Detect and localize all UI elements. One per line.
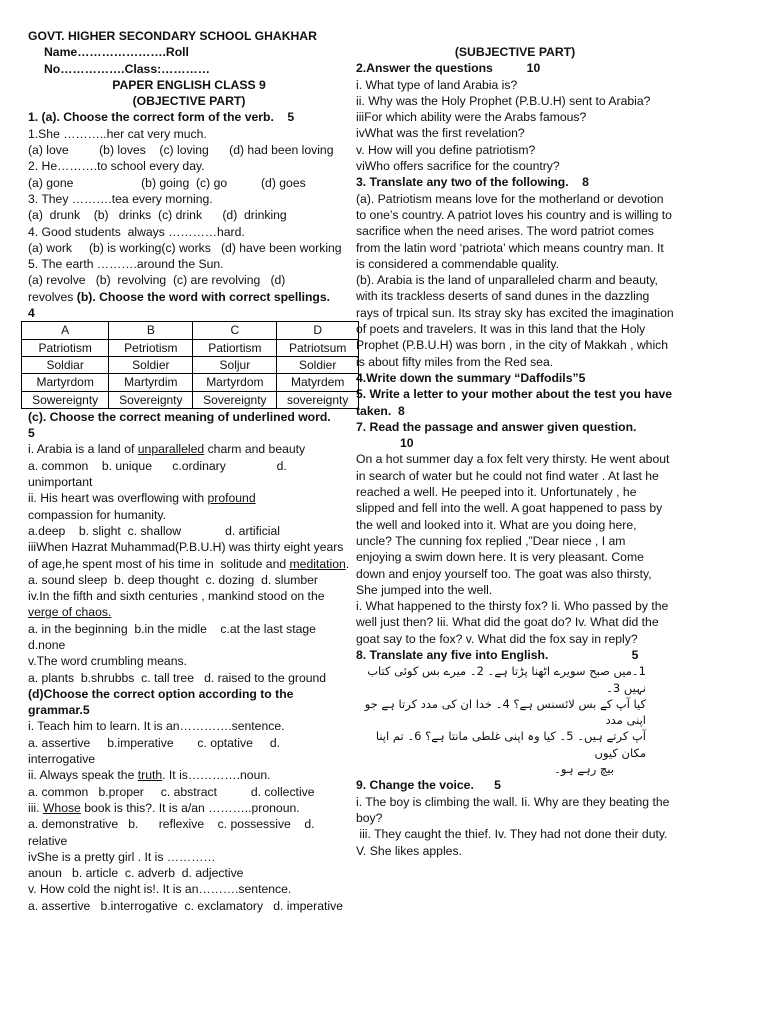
table-header: D (277, 322, 359, 339)
urdu-line: 1۔میں صبح سویرے اٹھنا پڑتا ہے۔ 2۔ میرے بس کوئی کتاب نہیں 3۔ (363, 664, 646, 695)
q1d-item-i: i. Teach him to learn. It is an………….sentence. (28, 719, 285, 734)
q1c-options-iv: a. in the beginning b.in the midle c.at the last stage d.none (28, 621, 320, 652)
q2-list (356, 77, 674, 175)
table-cell: sovereignty (277, 391, 359, 408)
q8-urdu-sentences (356, 663, 674, 777)
table-cell: Patriotsum (277, 339, 359, 356)
table-header: A (22, 322, 109, 339)
table-header: C (193, 322, 277, 339)
list-item: (a) gone (b) going (c) go (d) goes (28, 175, 306, 190)
table-header-row (22, 322, 359, 339)
table-cell: Matyrdem (277, 374, 359, 391)
q1b-title-line (28, 289, 350, 305)
q9-title: 9. Change the voice. 5 (356, 778, 501, 793)
question-text: book is this?. It is a/an ………..pronoun. (80, 800, 300, 815)
spelling-table (21, 321, 359, 408)
list-item: 1.She ………..her cat very much. (28, 126, 207, 141)
table-row (22, 356, 359, 373)
q3b-passage: (b). Arabia is the land of unparalleled charm and beauty, with its trackless deserts of sand dunes in the dazzling rays of trpical sun. Its stray sky has excited the imagination of poets and travelers. It was in this land that the Holy Prophet (P.B.U.H) was born , in the city of Makkah , which is about fifty miles from the Red sea. (356, 273, 678, 369)
q5-title: 5. Write a letter to your mother about the test you have taken. 8 (356, 387, 676, 418)
question-text: charm and beauty (204, 442, 306, 457)
table-header: B (109, 322, 193, 339)
list-item: ivWhat was the first revelation? (356, 126, 525, 141)
list-item: i. The boy is climbing the wall. Ii. Why are they beating the boy? (356, 794, 673, 825)
q4-title: 4.Write down the summary “Daffodils”5 (356, 370, 586, 385)
q1c-item-i (28, 441, 350, 457)
table-cell: Martyrdim (109, 374, 193, 391)
list-item: viWho offers sacrifice for the country? (356, 159, 560, 174)
underlined-word: verge of chaos. (28, 605, 112, 620)
q1c-title: (c). Choose the correct meaning of underlined word. (28, 409, 331, 424)
q1a-list (28, 126, 350, 289)
list-item: i. What type of land Arabia is? (356, 77, 518, 92)
urdu-line: کیا آپ کے بس لائسنس ہے؟ 4۔ خدا ان کی مدد کرتا ہے جو اپنی مدد (361, 696, 646, 728)
table-cell: Martyrdom (22, 374, 109, 391)
q8-title: 8. Translate any five into English. (356, 647, 549, 662)
underlined-word: truth (137, 768, 163, 783)
question-text: iv.In the fifth and sixth centuries , mankind stood on the (28, 589, 328, 604)
q1d-options-v: a. assertive b.interrogative c. exclamatory d. imperative (28, 898, 343, 913)
q1c-options-ii: a.deep b. slight c. shallow d. artificial (28, 523, 280, 538)
q1c-options-iii: a. sound sleep b. deep thought c. dozing d. slumber (28, 572, 318, 587)
q1d-options-i: a. assertive b.imperative c. optative d. interrogative (28, 735, 284, 767)
question-text: . It is………….noun. (162, 768, 271, 783)
q1c-options-i: a. common b. unique c.ordinary d. unimportant (28, 458, 291, 490)
q1d-item-ii (28, 767, 350, 783)
list-item: 2. He……….to school every day. (28, 159, 205, 174)
q1d-title: (d)Choose the correct option according to the grammar.5 (28, 686, 297, 718)
underlined-word: unparalleled (137, 442, 205, 457)
q2-title: 2.Answer the questions 10 (356, 61, 541, 76)
question-text: iii. (28, 800, 43, 815)
q7-questions: i. What happened to the thirsty fox? Ii. Who passed by the well just then? Iii. What did the goat do? Iv. What did the goat say to the fox? v. What did the fox say in reply? (356, 599, 672, 646)
q1d-item-iv: ivShe is a pretty girl . It is ………… (28, 849, 216, 864)
question-text: compassion for humanity. (28, 507, 166, 522)
question-text: i. Arabia is a land of (28, 442, 138, 457)
q1d-item-iii (28, 800, 350, 816)
q1b-marks: 4 (28, 306, 35, 321)
table-row (22, 391, 359, 408)
table-cell: Sovereignty (193, 391, 277, 408)
table-cell: Soldiar (22, 356, 109, 373)
list-item: iii. They caught the thief. Iv. They had not done their duty. (356, 827, 668, 842)
q1b-title: (b). Choose the word with correct spellings. (76, 289, 331, 304)
list-item: (a) drunk (b) drinks (c) drink (d) drinking (28, 208, 287, 223)
table-cell: Patriotism (22, 339, 109, 356)
q7-marks: 10 (400, 436, 414, 451)
subjective-heading: (SUBJECTIVE PART) (454, 45, 576, 59)
underlined-word: Whose (42, 800, 81, 815)
student-info-line: Name………………….Roll No…………….Class:………… (44, 45, 210, 76)
list-item: 4. Good students always …………hard. (28, 224, 245, 239)
q3-title: 3. Translate any two of the following. 8 (356, 175, 589, 190)
q7-passage: On a hot summer day a fox felt very thirsty. He went about in search of water but he could not find water . At last he reached a well. He peeped into it. Unfortunately , he slipped and fell into the well. A goat happened to pass by the well and looked into it. What are you doing here, uncle? The cunning fox replied ,”Dear niece , I am enjoying a swim down here. It is very pleasant. Come down and enjoy yourself too. The goat was also thirsty, She jumped into the well. (356, 452, 673, 597)
q1d-options-ii: a. common b.proper c. abstract d. collective (28, 784, 315, 799)
table-cell: Sovereignty (109, 391, 193, 408)
urdu-line: آپ کرتے ہیں۔ 5۔ کیا وہ اپنی غلطی مانتا ہے؟ 6۔ تم اپنا مکان کیوں (372, 729, 646, 760)
question-text: iiiWhen Hazrat Muhammad(P.B.U.H) was thirty eight years of age,he spent most of his time in solitude and (28, 540, 347, 571)
q1c-marks: 5 (28, 426, 35, 441)
q1c-item-ii (28, 490, 350, 523)
list-item: v. How will you define patriotism? (356, 142, 536, 157)
q1a-option-tail: revolves (28, 289, 77, 304)
list-item: ii. Why was the Holy Prophet (P.B.U.H) sent to Arabia? (356, 93, 651, 108)
table-row (22, 339, 359, 356)
table-cell: Petriotism (109, 339, 193, 356)
urdu-line: بیچ رہے ہو۔ (554, 762, 614, 777)
q1c-item-v: v.The word crumbling means. (28, 654, 187, 669)
list-item: (a) love (b) loves (c) loving (d) had been loving (28, 143, 334, 158)
underlined-word: meditation (289, 556, 346, 571)
paper-title: PAPER ENGLISH CLASS 9 (112, 77, 266, 92)
q1a-title: 1. (a). Choose the correct form of the verb. 5 (28, 110, 295, 125)
list-item: (a) work (b) is working(c) works (d) have been working (28, 240, 342, 255)
q8-title-line (356, 647, 674, 663)
question-text: ii. His heart was overflowing with (28, 491, 208, 506)
table-cell: Soldier (109, 356, 193, 373)
table-cell: Soljur (193, 356, 277, 373)
q1d-item-v: v. How cold the night is!. It is an……….sentence. (28, 882, 292, 897)
list-item: iiiFor which ability were the Arabs famous? (356, 110, 587, 125)
list-item: 3. They ……….tea every morning. (28, 191, 213, 206)
q1c-item-iv (28, 588, 350, 621)
list-item: V. She likes apples. (356, 843, 462, 858)
q8-marks: 5 (631, 647, 639, 662)
list-item: (a) revolve (b) revolving (c) are revolving (d) (28, 273, 286, 288)
q7-title: 7. Read the passage and answer given question. (356, 419, 637, 434)
q9-list (356, 794, 674, 859)
list-item: 5. The earth ……….around the Sun. (28, 257, 224, 272)
table-cell: Martyrdom (193, 374, 277, 391)
school-name: GOVT. HIGHER SECONDARY SCHOOL GHAKHAR (28, 29, 317, 43)
question-text: ii. Always speak the (28, 768, 138, 783)
q1c-item-iii (28, 539, 350, 572)
subjective-column (356, 44, 678, 859)
q1c-options-v: a. plants b.shrubbs c. tall tree d. raised to the ground (28, 670, 327, 685)
q1d-options-iii: a. demonstrative b. reflexive c. possessive d. relative (28, 817, 318, 848)
table-cell: Soldier (277, 356, 359, 373)
table-row (22, 374, 359, 391)
q1d-options-iv: anoun b. article c. adverb d. adjective (28, 866, 244, 881)
question-text: . (345, 556, 350, 571)
table-cell: Patiortism (193, 339, 277, 356)
objective-column (28, 28, 350, 914)
q3a-passage: (a). Patriotism means love for the motherland or devotion to one’s country. A patriot loves his country and is willing to sacrifice when the need arises. The word patriot comes from the latin word ‘patriota’ which means country man. It is considered a commendable quality. (356, 191, 676, 271)
objective-heading: (OBJECTIVE PART) (132, 94, 246, 109)
underlined-word: profound (207, 491, 256, 506)
table-cell: Sowereignty (22, 391, 109, 408)
